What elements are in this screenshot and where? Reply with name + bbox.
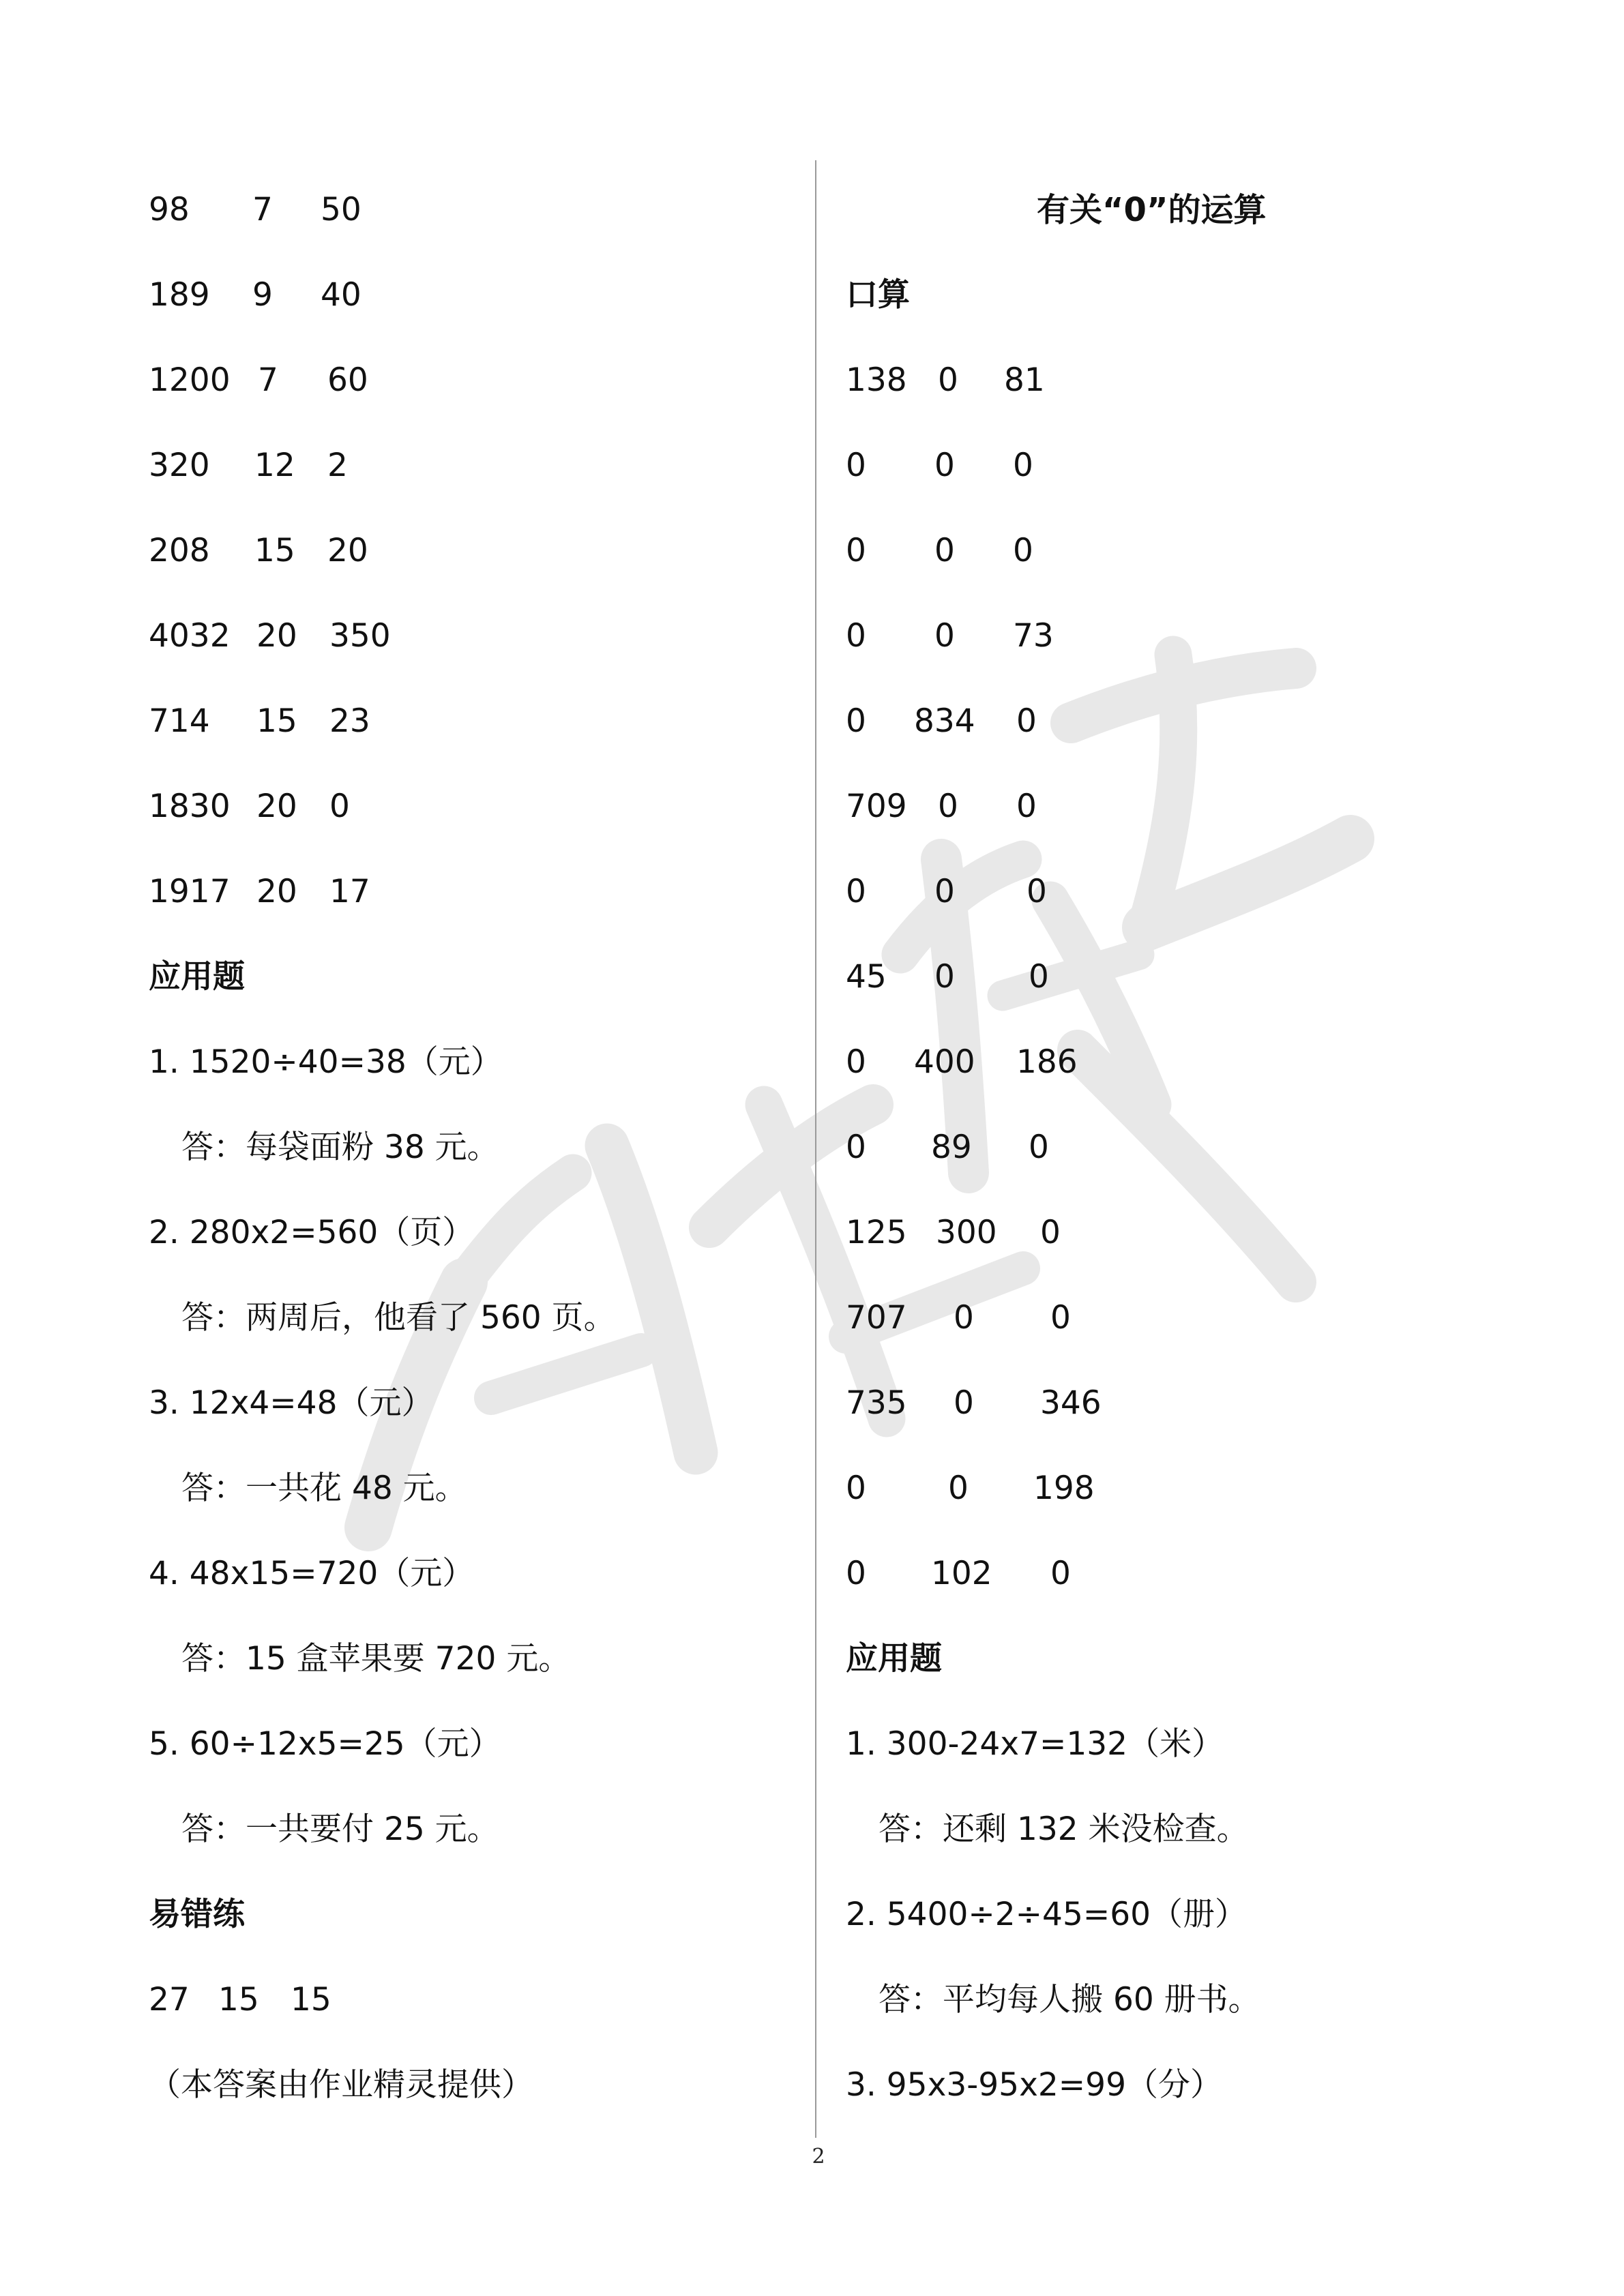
calc-value: 20 [256,617,297,655]
oral-value: 186 [1016,1043,1078,1081]
problem-equation: 2. 280x2=560（页） [149,1214,475,1251]
page-number: 2 [812,2145,825,2168]
calc-value: 20 [256,788,297,825]
oral-value: 0 [846,702,866,740]
oral-value: 0 [846,447,866,484]
oral-value: 0 [954,1384,974,1422]
calc-value: 7 [252,191,273,228]
calc-value: 0 [329,788,350,825]
calc-value: 1830 [149,788,231,825]
oral-value: 0 [1040,1214,1061,1251]
calc-value: 50 [321,191,361,228]
calc-value: 208 [149,532,210,569]
oral-value: 0 [846,1470,866,1507]
calc-value: 15 [256,702,297,740]
problem-answer: 答：15 盒苹果要 720 元。 [181,1640,571,1678]
problem-equation: 1. 300-24x7=132（米） [846,1725,1224,1763]
calc-value: 4032 [149,617,231,655]
calc-value: 17 [329,873,370,910]
problem-answer: 答：一共花 48 元。 [181,1470,467,1507]
calc-value: 20 [256,873,297,910]
oral-value: 0 [934,873,955,910]
problem-equation: 1. 1520÷40=38（元） [149,1043,503,1081]
section-heading: 应用题 [149,958,245,996]
problem-equation: 2. 5400÷2÷45=60（册） [846,1896,1247,1933]
oral-value: 0 [846,873,866,910]
calc-value: 2 [327,447,348,484]
oral-value: 0 [1050,1299,1071,1337]
calc-value: 60 [327,361,368,399]
oral-value: 0 [846,1129,866,1166]
problem-equation: 4. 48x15=720（元） [149,1555,475,1592]
oral-value: 0 [954,1299,974,1337]
oral-value: 125 [846,1214,907,1251]
oral-value: 0 [846,617,866,655]
calc-value: 15 [254,532,295,569]
oral-value: 198 [1033,1470,1095,1507]
calc-value: 40 [321,276,361,314]
oral-value: 707 [846,1299,907,1337]
oral-value: 0 [846,1043,866,1081]
oral-value: 0 [1029,958,1049,996]
oral-value: 138 [846,361,907,399]
calc-value: 15 [218,1981,259,2018]
oral-value: 81 [1004,361,1045,399]
calc-value: 714 [149,702,210,740]
oral-value: 0 [934,958,955,996]
calc-value: 7 [258,361,278,399]
oral-value: 834 [914,702,975,740]
problem-equation: 3. 95x3-95x2=99（分） [846,2066,1222,2104]
oral-value: 0 [934,532,955,569]
oral-value: 0 [934,447,955,484]
column-divider [815,160,816,2138]
oral-value: 0 [1050,1555,1071,1592]
oral-value: 0 [938,361,958,399]
calc-value: 189 [149,276,210,314]
calc-value: 1200 [149,361,231,399]
oral-value: 0 [1013,447,1033,484]
oral-value: 102 [931,1555,992,1592]
oral-value: 73 [1013,617,1054,655]
problem-answer: 答：每袋面粉 38 元。 [181,1129,499,1166]
oral-value: 0 [934,617,955,655]
calc-value: 15 [291,1981,331,2018]
oral-value: 0 [1016,702,1037,740]
oral-value: 0 [1029,1129,1049,1166]
section-title: 有关“0”的运算 [1037,191,1267,229]
section-heading: 应用题 [846,1640,942,1678]
oral-value: 0 [1027,873,1047,910]
calc-value: 20 [327,532,368,569]
problem-equation: 5. 60÷12x5=25（元） [149,1725,501,1763]
oral-value: 300 [936,1214,997,1251]
calc-value: 9 [252,276,273,314]
calc-value: 320 [149,447,210,484]
calc-value: 12 [254,447,295,484]
oral-value: 89 [931,1129,972,1166]
oral-value: 0 [846,1555,866,1592]
oral-value: 0 [1013,532,1033,569]
calc-value: 98 [149,191,190,228]
problem-equation: 3. 12x4=48（元） [149,1384,434,1422]
oral-value: 0 [1016,788,1037,825]
credit-note: （本答案由作业精灵提供） [149,2066,533,2104]
calc-value: 27 [149,1981,190,2018]
oral-value: 709 [846,788,907,825]
oral-value: 45 [846,958,887,996]
problem-answer: 答：一共要付 25 元。 [181,1810,499,1848]
oral-value: 0 [948,1470,969,1507]
problem-answer: 答：两周后，他看了 560 页。 [181,1299,616,1337]
problem-answer: 答：平均每人搬 60 册书。 [879,1981,1260,2018]
oral-value: 0 [846,532,866,569]
section-heading: 易错练 [149,1896,245,1933]
calc-value: 350 [329,617,391,655]
oral-value: 400 [914,1043,975,1081]
calc-value: 1917 [149,873,231,910]
section-heading: 口算 [846,276,910,314]
oral-value: 735 [846,1384,907,1422]
calc-value: 23 [329,702,370,740]
oral-value: 0 [938,788,958,825]
oral-value: 346 [1040,1384,1102,1422]
problem-answer: 答：还剩 132 米没检查。 [879,1810,1249,1848]
